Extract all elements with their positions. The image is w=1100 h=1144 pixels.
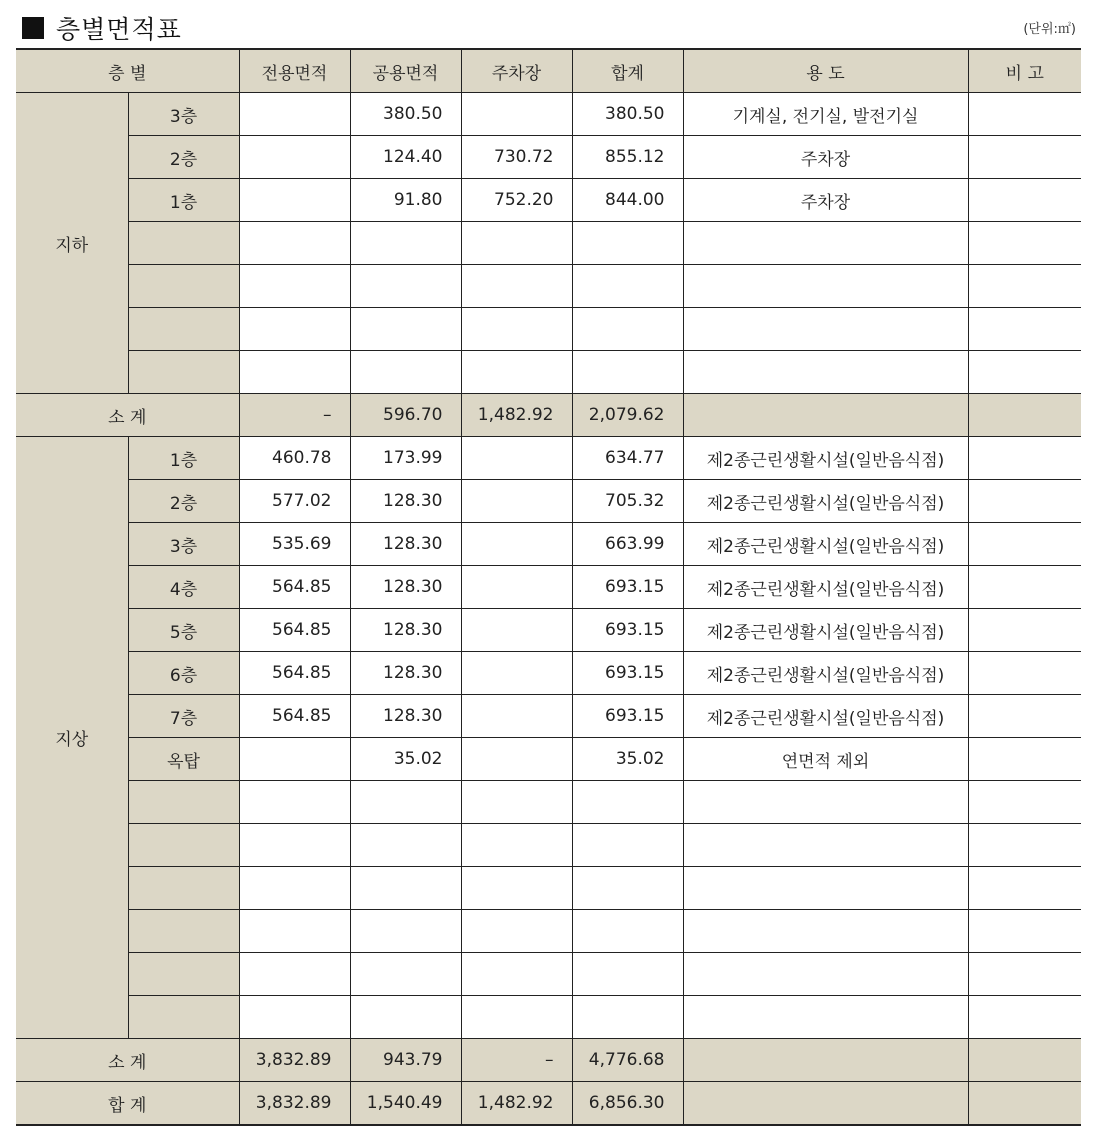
exclusive-cell	[239, 910, 350, 953]
floor-cell	[128, 824, 239, 867]
floor-cell: 1층	[128, 437, 239, 480]
parking-cell	[461, 523, 572, 566]
use-cell	[683, 867, 968, 910]
subtotal-label: 소 계	[16, 1039, 239, 1082]
exclusive-cell	[239, 351, 350, 394]
table-row	[16, 566, 1081, 609]
note-cell	[968, 308, 1081, 351]
total-cell: 693.15	[572, 609, 683, 652]
exclusive-cell	[239, 179, 350, 222]
use-cell: 주차장	[683, 179, 968, 222]
note-cell	[968, 265, 1081, 308]
common-cell: 128.30	[350, 523, 461, 566]
subtotal-common: 596.70	[350, 394, 461, 437]
use-cell	[683, 351, 968, 394]
note-cell	[968, 222, 1081, 265]
common-cell: 128.30	[350, 480, 461, 523]
parking-cell	[461, 566, 572, 609]
exclusive-cell: 564.85	[239, 566, 350, 609]
floor-cell: 2층	[128, 136, 239, 179]
table-row	[16, 179, 1081, 222]
total-cell	[572, 910, 683, 953]
subtotal-parking: –	[461, 1039, 572, 1082]
note-cell	[968, 351, 1081, 394]
grand-total-total: 6,856.30	[572, 1082, 683, 1126]
group-label-above: 지상	[16, 437, 128, 1039]
exclusive-cell: 535.69	[239, 523, 350, 566]
total-cell: 855.12	[572, 136, 683, 179]
subtotal-exclusive: –	[239, 394, 350, 437]
use-cell	[683, 824, 968, 867]
subtotal-common: 943.79	[350, 1039, 461, 1082]
subtotal-row	[16, 1039, 1081, 1082]
table-row	[16, 351, 1081, 394]
floor-cell: 7층	[128, 695, 239, 738]
subtotal-total: 4,776.68	[572, 1039, 683, 1082]
floor-cell	[128, 996, 239, 1039]
total-cell	[572, 222, 683, 265]
exclusive-cell	[239, 93, 350, 136]
use-cell: 주차장	[683, 136, 968, 179]
table-row	[16, 824, 1081, 867]
common-cell: 128.30	[350, 609, 461, 652]
total-cell: 844.00	[572, 179, 683, 222]
total-cell: 35.02	[572, 738, 683, 781]
subtotal-exclusive: 3,832.89	[239, 1039, 350, 1082]
parking-cell	[461, 996, 572, 1039]
floor-cell: 1층	[128, 179, 239, 222]
subtotal-note	[968, 1039, 1081, 1082]
total-cell: 663.99	[572, 523, 683, 566]
use-cell: 제2종근린생활시설(일반음식점)	[683, 437, 968, 480]
grand-total-exclusive: 3,832.89	[239, 1082, 350, 1126]
note-cell	[968, 609, 1081, 652]
parking-cell	[461, 93, 572, 136]
note-cell	[968, 695, 1081, 738]
common-cell: 35.02	[350, 738, 461, 781]
grand-total-use	[683, 1082, 968, 1126]
parking-cell	[461, 824, 572, 867]
total-cell	[572, 265, 683, 308]
use-cell	[683, 222, 968, 265]
square-bullet-icon	[22, 17, 44, 39]
floor-cell: 옥탑	[128, 738, 239, 781]
parking-cell	[461, 695, 572, 738]
floor-cell: 3층	[128, 523, 239, 566]
floor-cell: 4층	[128, 566, 239, 609]
exclusive-cell	[239, 738, 350, 781]
table-row	[16, 953, 1081, 996]
title-text: 층별면적표	[56, 15, 182, 44]
parking-cell	[461, 953, 572, 996]
table-row	[16, 867, 1081, 910]
table-row	[16, 738, 1081, 781]
exclusive-cell	[239, 824, 350, 867]
use-cell	[683, 996, 968, 1039]
exclusive-cell: 564.85	[239, 695, 350, 738]
header-common: 공용면적	[350, 49, 461, 93]
table-row	[16, 480, 1081, 523]
floor-cell: 3층	[128, 93, 239, 136]
note-cell	[968, 652, 1081, 695]
subtotal-use	[683, 1039, 968, 1082]
table-row	[16, 437, 1081, 480]
total-cell: 380.50	[572, 93, 683, 136]
parking-cell: 730.72	[461, 136, 572, 179]
total-cell: 693.15	[572, 652, 683, 695]
exclusive-cell	[239, 222, 350, 265]
note-cell	[968, 996, 1081, 1039]
table-row	[16, 695, 1081, 738]
header-parking: 주차장	[461, 49, 572, 93]
exclusive-cell: 564.85	[239, 609, 350, 652]
note-cell	[968, 781, 1081, 824]
use-cell: 연면적 제외	[683, 738, 968, 781]
note-cell	[968, 824, 1081, 867]
header-exclusive: 전용면적	[239, 49, 350, 93]
parking-cell	[461, 652, 572, 695]
group-label-basement: 지하	[16, 93, 128, 394]
use-cell	[683, 953, 968, 996]
floor-cell	[128, 351, 239, 394]
header-total: 합계	[572, 49, 683, 93]
floor-cell	[128, 910, 239, 953]
exclusive-cell	[239, 265, 350, 308]
subtotal-total: 2,079.62	[572, 394, 683, 437]
exclusive-cell	[239, 953, 350, 996]
floor-cell	[128, 867, 239, 910]
parking-cell: 752.20	[461, 179, 572, 222]
note-cell	[968, 910, 1081, 953]
parking-cell	[461, 222, 572, 265]
use-cell: 제2종근린생활시설(일반음식점)	[683, 480, 968, 523]
subtotal-note	[968, 394, 1081, 437]
parking-cell	[461, 738, 572, 781]
common-cell: 128.30	[350, 566, 461, 609]
total-cell	[572, 781, 683, 824]
parking-cell	[461, 480, 572, 523]
floor-cell	[128, 781, 239, 824]
common-cell	[350, 996, 461, 1039]
common-cell: 91.80	[350, 179, 461, 222]
exclusive-cell	[239, 308, 350, 351]
use-cell	[683, 781, 968, 824]
use-cell	[683, 308, 968, 351]
common-cell	[350, 265, 461, 308]
note-cell	[968, 179, 1081, 222]
grand-total-row	[16, 1082, 1081, 1126]
parking-cell	[461, 781, 572, 824]
use-cell: 기계실, 전기실, 발전기실	[683, 93, 968, 136]
note-cell	[968, 867, 1081, 910]
floor-cell	[128, 265, 239, 308]
floor-cell: 5층	[128, 609, 239, 652]
floor-area-table	[16, 48, 1081, 1126]
table-row	[16, 222, 1081, 265]
exclusive-cell	[239, 996, 350, 1039]
floor-cell	[128, 222, 239, 265]
use-cell: 제2종근린생활시설(일반음식점)	[683, 695, 968, 738]
exclusive-cell	[239, 867, 350, 910]
exclusive-cell	[239, 136, 350, 179]
subtotal-row	[16, 394, 1081, 437]
note-cell	[968, 93, 1081, 136]
table-row	[16, 652, 1081, 695]
note-cell	[968, 523, 1081, 566]
common-cell: 380.50	[350, 93, 461, 136]
use-cell	[683, 265, 968, 308]
parking-cell	[461, 609, 572, 652]
exclusive-cell: 460.78	[239, 437, 350, 480]
parking-cell	[461, 437, 572, 480]
use-cell	[683, 910, 968, 953]
note-cell	[968, 566, 1081, 609]
common-cell	[350, 222, 461, 265]
exclusive-cell: 564.85	[239, 652, 350, 695]
header-note: 비 고	[968, 49, 1081, 93]
table-body	[16, 49, 1081, 1125]
use-cell: 제2종근린생활시설(일반음식점)	[683, 566, 968, 609]
common-cell: 128.30	[350, 652, 461, 695]
table-row	[16, 265, 1081, 308]
total-cell	[572, 824, 683, 867]
subtotal-use	[683, 394, 968, 437]
note-cell	[968, 480, 1081, 523]
table-row	[16, 996, 1081, 1039]
common-cell	[350, 953, 461, 996]
floor-cell: 6층	[128, 652, 239, 695]
use-cell: 제2종근린생활시설(일반음식점)	[683, 523, 968, 566]
common-cell: 128.30	[350, 695, 461, 738]
parking-cell	[461, 910, 572, 953]
unit-label: (단위:㎡)	[1023, 22, 1076, 37]
use-cell: 제2종근린생활시설(일반음식점)	[683, 652, 968, 695]
note-cell	[968, 738, 1081, 781]
exclusive-cell	[239, 781, 350, 824]
note-cell	[968, 953, 1081, 996]
parking-cell	[461, 265, 572, 308]
total-cell	[572, 308, 683, 351]
common-cell: 124.40	[350, 136, 461, 179]
table-row	[16, 308, 1081, 351]
table-row	[16, 609, 1081, 652]
grand-total-common: 1,540.49	[350, 1082, 461, 1126]
use-cell: 제2종근린생활시설(일반음식점)	[683, 609, 968, 652]
table-row	[16, 781, 1081, 824]
total-cell: 705.32	[572, 480, 683, 523]
common-cell	[350, 351, 461, 394]
grand-total-note	[968, 1082, 1081, 1126]
common-cell	[350, 824, 461, 867]
grand-total-parking: 1,482.92	[461, 1082, 572, 1126]
header-use: 용 도	[683, 49, 968, 93]
header-floor: 층 별	[16, 49, 239, 93]
table-row	[16, 523, 1081, 566]
total-cell	[572, 953, 683, 996]
subtotal-parking: 1,482.92	[461, 394, 572, 437]
total-cell: 693.15	[572, 566, 683, 609]
parking-cell	[461, 867, 572, 910]
header-row	[16, 49, 1081, 93]
floor-cell	[128, 953, 239, 996]
total-cell: 693.15	[572, 695, 683, 738]
total-cell: 634.77	[572, 437, 683, 480]
table-row	[16, 136, 1081, 179]
common-cell	[350, 308, 461, 351]
note-cell	[968, 437, 1081, 480]
floor-cell	[128, 308, 239, 351]
grand-total-label: 합 계	[16, 1082, 239, 1126]
table-row	[16, 910, 1081, 953]
total-cell	[572, 351, 683, 394]
table-row	[16, 93, 1081, 136]
total-cell	[572, 996, 683, 1039]
exclusive-cell: 577.02	[239, 480, 350, 523]
parking-cell	[461, 308, 572, 351]
common-cell	[350, 781, 461, 824]
common-cell	[350, 867, 461, 910]
page-title	[22, 10, 182, 46]
common-cell	[350, 910, 461, 953]
common-cell: 173.99	[350, 437, 461, 480]
total-cell	[572, 867, 683, 910]
floor-cell: 2층	[128, 480, 239, 523]
subtotal-label: 소 계	[16, 394, 239, 437]
parking-cell	[461, 351, 572, 394]
note-cell	[968, 136, 1081, 179]
